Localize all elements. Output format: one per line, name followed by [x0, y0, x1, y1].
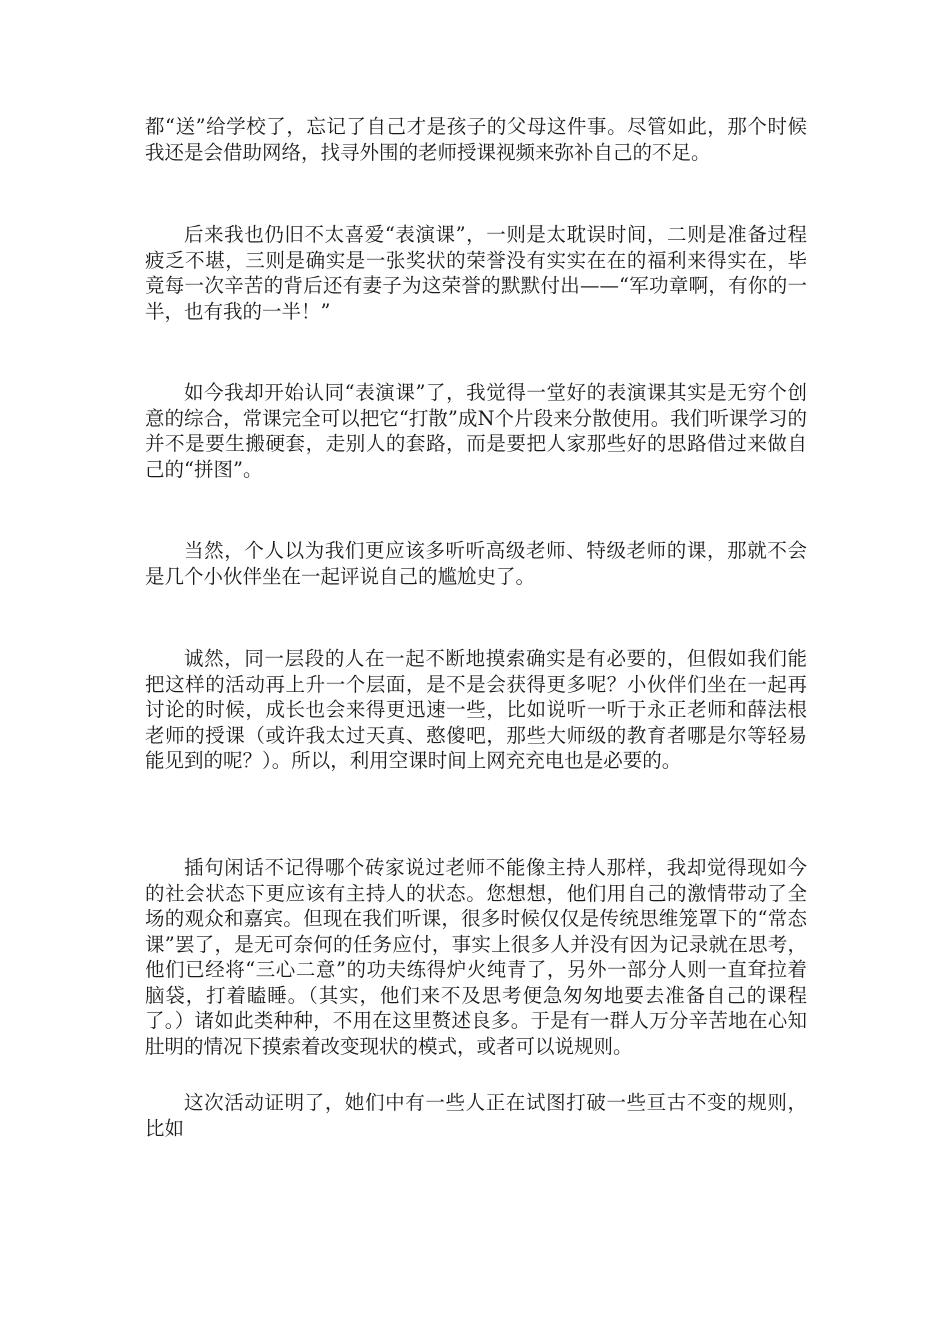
paragraph-1: 都“送”给学校了，忘记了自己才是孩子的父母这件事。尽管如此，那个时候我还是会借助网络，找寻外围的老师授课视频来弥补自己的不足。	[145, 115, 807, 164]
paragraph-6: 插句闲话不记得哪个砖家说过老师不能像主持人那样，我却觉得现如今的社会状态下更应该有主持人的状态。您想想，他们用自己的激情带动了全场的观众和嘉宾。但现在我们听课，很多时候仅仅是传统思维笼罩下的“常态课”罢了，是无可奈何的任务应付，事实上很多人并没有因为记录就在思考，他们已经将“三心二意”的功夫练得炉火纯青了，另外一部分人则一直耷拉着脑袋，打着瞌睡。（其实，他们来不及思考便急匆匆地要去准备自己的课程了。）诸如此类种种，不用在这里赘述良多。于是有一群人万分辛苦地在心知肚明的情况下摸索着改变现状的模式，或者可以说规则。	[145, 856, 807, 1058]
paragraph-7: 这次活动证明了，她们中有一些人正在试图打破一些亘古不变的规则，比如	[145, 1091, 807, 1140]
paragraph-3: 如今我却开始认同“表演课”了，我觉得一堂好的表演课其实是无穷个创意的综合，常课完全可以把它“打散”成N个片段来分散使用。我们听课学习的并不是要生搬硬套，走别人的套路，而是要把人家那些好的思路借过来做自己的“拼图”。	[145, 381, 807, 481]
paragraph-4: 当然，个人以为我们更应该多听听高级老师、特级老师的课，那就不会是几个小伙伴坐在一起评说自己的尴尬史了。	[145, 539, 807, 588]
paragraph-2: 后来我也仍旧不太喜爱“表演课”，一则是太耽误时间，二则是准备过程疲乏不堪，三则是确实是一张奖状的荣誉没有实实在在的福利来得实在，毕竟每一次辛苦的背后还有妻子为这荣誉的默默付出——“军功章啊，有你的一半，也有我的一半！”	[145, 223, 807, 323]
paragraph-5: 诚然，同一层段的人在一起不断地摸索确实是有必要的，但假如我们能把这样的活动再上升一个层面，是不是会获得更多呢？小伙伴们坐在一起再讨论的时候，成长也会来得更迅速一些，比如说听一听于永正老师和薛法根老师的授课（或许我太过天真、憨傻吧，那些大师级的教育者哪是尔等轻易能见到的呢？）。所以，利用空课时间上网充充电也是必要的。	[145, 647, 807, 772]
